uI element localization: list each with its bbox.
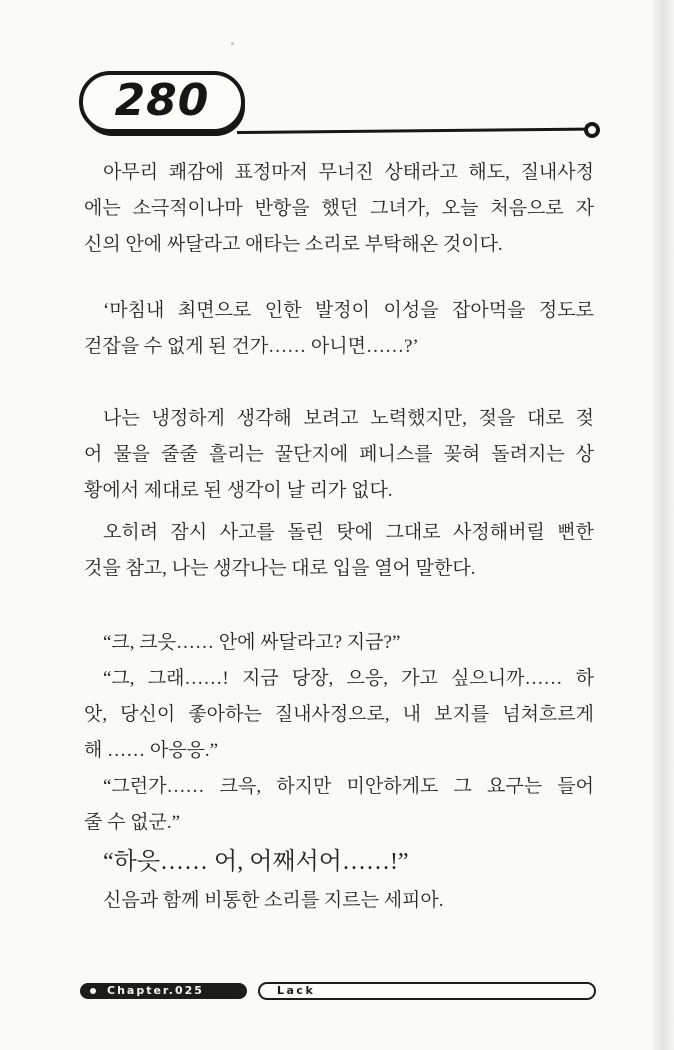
text-line: 걷잡을 수 없게 된 건가…… 아니면……?’	[84, 336, 419, 357]
text-line: 오히려 잠시 사고를 돌린 탓에 그대로 사정해버릴 뻔한	[103, 522, 594, 543]
text-line: 줄 수 없군.”	[84, 812, 181, 833]
header-rule	[237, 128, 585, 134]
text-line: “크, 크읏…… 안에 싸달라고? 지금?”	[103, 632, 401, 653]
imprint-label: Lack	[277, 984, 316, 997]
text-line: 나는 냉정하게 생각해 보려고 노력했지만, 젖을 대로 젖	[103, 408, 594, 429]
page-number: 280	[114, 75, 210, 126]
text-line: 에는 소극적이나마 반항을 했던 그녀가, 오늘 처음으로 자	[84, 198, 594, 219]
text-line: 것을 참고, 나는 생각나는 대로 입을 열어 말한다.	[84, 558, 476, 579]
paragraph	[84, 625, 594, 919]
ring-end-icon	[584, 122, 600, 138]
text-line: “하읏…… 어, 어째서어……!”	[103, 849, 409, 875]
text-line: 황에서 제대로 된 생각이 날 리가 없다.	[84, 480, 393, 501]
chapter-badge	[80, 983, 247, 999]
page-edge-shadow	[650, 0, 674, 1050]
paragraph	[84, 515, 594, 587]
paragraph	[84, 401, 594, 509]
text-line: 아무리 쾌감에 표정마저 무너진 상태라고 해도, 질내사정	[103, 162, 594, 183]
page-number-badge	[79, 71, 245, 133]
text-line: 신음과 함께 비통한 소리를 지르는 세피아.	[103, 890, 444, 911]
imprint-badge	[258, 982, 596, 1000]
chapter-label: Chapter.025	[107, 984, 204, 997]
text-line: “그, 그래……! 지금 당장, 으응, 가고 싶으니까…… 하	[103, 668, 594, 689]
text-line: 신의 안에 싸달라고 애타는 소리로 부탁해온 것이다.	[84, 234, 503, 255]
paragraph	[84, 155, 594, 263]
text-line: “그런가…… 크윽, 하지만 미안하게도 그 요구는 들어	[103, 776, 594, 797]
body-text	[84, 155, 594, 919]
paragraph	[84, 293, 594, 365]
text-line: 해 …… 아응응.”	[84, 740, 219, 761]
footer-dot-icon	[90, 988, 96, 994]
text-line: 어 물을 줄줄 흘리는 꿀단지에 페니스를 꽂혀 돌려지는 상	[84, 444, 594, 465]
text-line: 앗, 당신이 좋아하는 질내사정으로, 내 보지를 넘쳐흐르게	[84, 704, 594, 725]
text-line: ‘마침내 최면으로 인한 발정이 이성을 잡아먹을 정도로	[103, 300, 594, 321]
scan-speck	[231, 42, 234, 45]
